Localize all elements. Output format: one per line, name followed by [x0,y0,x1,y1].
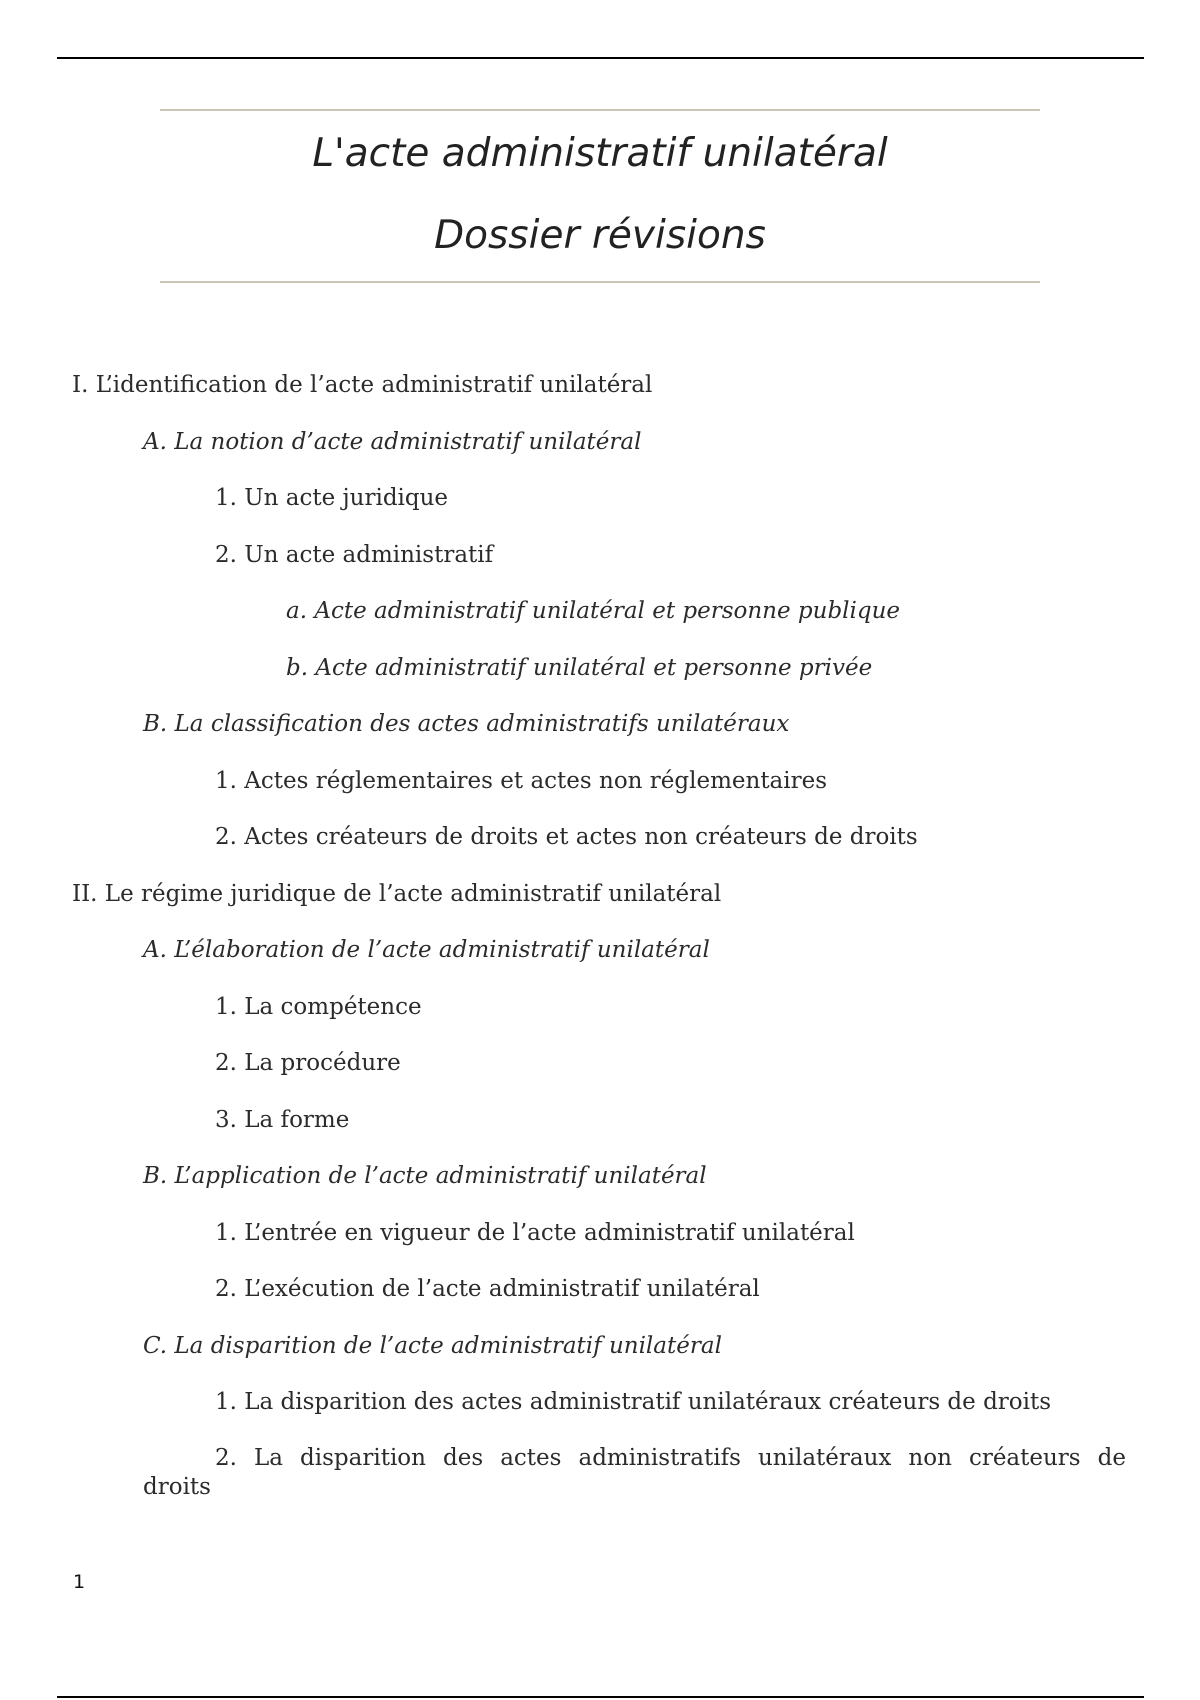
part-2-section-c-heading: C. La disparition de l’acte administratif unilatéral [143,1333,722,1359]
page-number: 1 [73,1571,86,1593]
part-1-b-item-2: 2. Actes créateurs de droits et actes non créateurs de droits [215,824,918,850]
part-1-a-item-1: 1. Un acte juridique [215,485,449,511]
part-1-section-a-heading: A. La notion d’acte administratif unilatéral [143,429,642,455]
part-1-a-item-2b: b. Acte administratif unilatéral et personne privée [286,655,873,681]
part-2-a-item-2: 2. La procédure [215,1050,401,1076]
title-block [160,109,1040,283]
page-top-rule [57,57,1144,59]
part-2-section-a-heading: A. L’élaboration de l’acte administratif unilatéral [143,937,710,963]
part-2-a-item-1: 1. La compétence [215,994,422,1020]
part-1-heading: I. L’identification de l’acte administratif unilatéral [72,372,653,398]
title-bottom-divider [160,281,1040,283]
document-subtitle: Dossier révisions [434,213,766,258]
title-top-divider [160,109,1040,111]
part-2-a-item-3: 3. La forme [215,1107,350,1133]
page-bottom-rule [57,1696,1144,1698]
part-1-section-b-heading: B. La classification des actes administratifs unilatéraux [143,711,790,737]
part-1-a-item-2a: a. Acte administratif unilatéral et personne publique [286,598,901,624]
part-2-b-item-1: 1. L’entrée en vigueur de l’acte administratif unilatéral [215,1220,855,1246]
part-2-c-item-1: 1. La disparition des actes administratif unilatéraux créateurs de droits [215,1389,1052,1415]
part-1-a-item-2: 2. Un acte administratif [215,542,494,568]
document-title: L'acte administratif unilatéral [312,131,888,176]
part-2-heading: II. Le régime juridique de l’acte administratif unilatéral [72,881,722,907]
part-2-section-b-heading: B. L’application de l’acte administratif unilatéral [143,1163,707,1189]
part-1-b-item-1: 1. Actes réglementaires et actes non réglementaires [215,768,828,794]
part-2-b-item-2: 2. L’exécution de l’acte administratif unilatéral [215,1276,760,1302]
part-2-c-item-2: 2. La disparition des actes administratifs unilatéraux non créateurs de droits [143,1445,1126,1500]
